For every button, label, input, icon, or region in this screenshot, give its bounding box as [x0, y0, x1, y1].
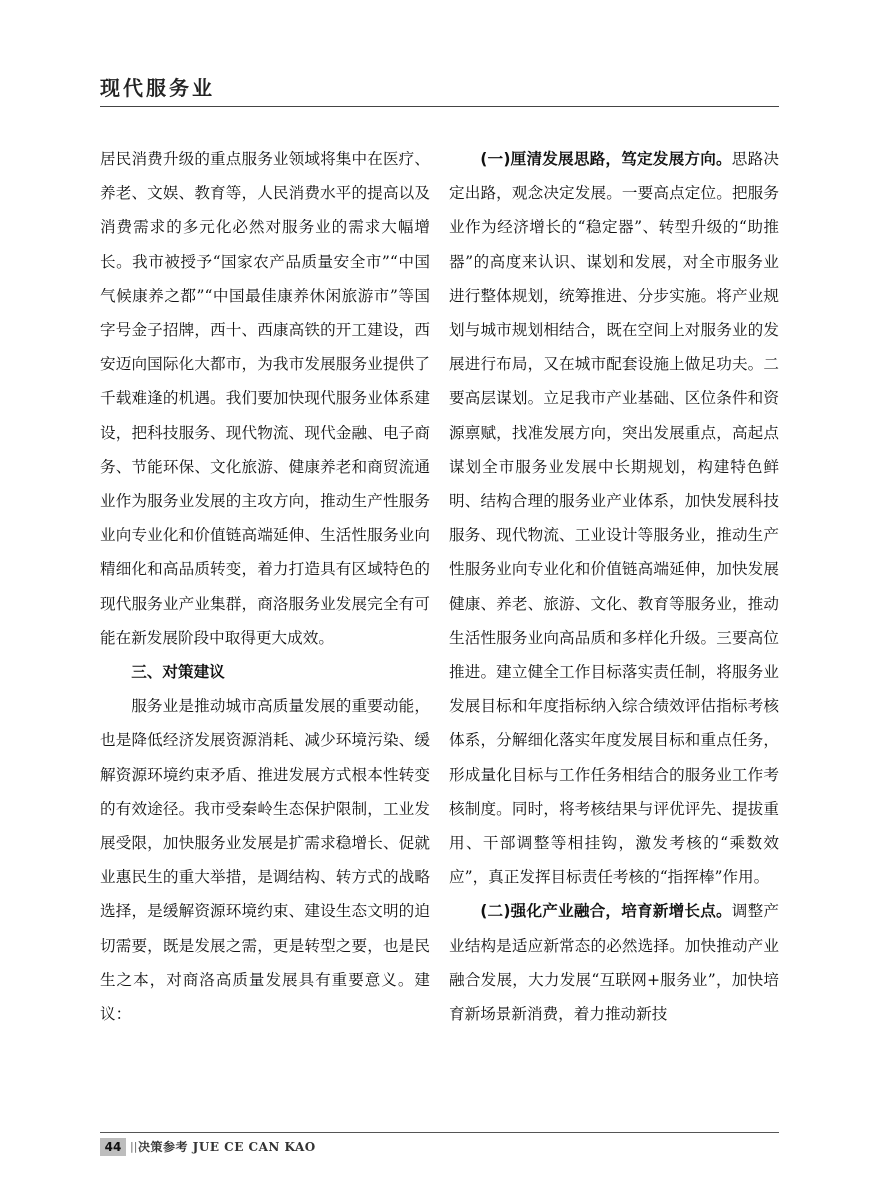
footer-divider — [100, 1132, 779, 1133]
page-number: 44 — [100, 1138, 126, 1156]
left-paragraph-2: 服务业是推动城市高质量发展的重要动能，也是降低经济发展资源消耗、减少环境污染、缓解资源环境约束矛盾、推进发展方式根本性转变的有效途径。我市受秦岭生态保护限制，工业发展受限，加快服务业发展是扩需求稳增长、促就业惠民生的重大举措，是调结构、转方式的战略选择，是缓解资源环境约束、建设生态文明的迫切需要，既是发展之需，更是转型之要，也是民生之本，对商洛高质量发展具有重要意义。建议： — [100, 697, 430, 1024]
section-title: 现代服务业 — [100, 76, 215, 100]
footer-separator: || — [130, 1140, 138, 1153]
right-paragraph-1-text: 思路决定出路，观念决定发展。一要高点定位。把服务业作为经济增长的“稳定器”、转型升级的“助推器”的高度来认识、谋划和发展，对全市服务业进行整体规划，统筹推进、分步实施。将产业规划与城市规划相结合，既在空间上对服务业的发展进行布局，又在城市配套设施上做足功夫。二要高层谋划。立足我市产业基础、区位条件和资源禀赋，找准发展方向，突出发展重点，高起点谋划全市服务业发展中长期规划，构建特色鲜明、结构合理的服务业产业体系，加快发展科技服务、现代物流、工业设计等服务业，推动生产性服务业向专业化和价值链高端延伸，加快发展健康、养老、旅游、文化、教育等服务业，推动生活性服务业向高品质和多样化升级。三要高位推进。建立健全工作目标落实责任制，将服务业发展目标和年度指标纳入综合绩效评估指标考核体系，分解细化落实年度发展目标和重点任务，形成量化目标与工作任务相结合的服务业工作考核制度。同时，将考核结果与评优评先、提拔重用、干部调整等相挂钩，激发考核的“乘数效应”，真正发挥目标责任考核的“指挥棒”作用。 — [449, 150, 779, 887]
right-paragraph-1 — [449, 142, 779, 894]
left-paragraph-1: 居民消费升级的重点服务业领域将集中在医疗、养老、文娱、教育等，人民消费水平的提高以及消费需求的多元化必然对服务业的需求大幅增长。我市被授予“国家农产品质量安全市”“中国气候康养之都”“中国最佳康养休闲旅游市”等国字号金子招牌，西十、西康高铁的开工建设，西安迈向国际化大都市，为我市发展服务业提供了千载难逢的机遇。我们要加快现代服务业体系建设，把科技服务、现代物流、现代金融、电子商务、节能环保、文化旅游、健康养老和商贸流通业作为服务业发展的主攻方向，推动生产性服务业向专业化和价值链高端延伸、生活性服务业向精细化和高品质转变，着力打造具有区域特色的现代服务业产业集群，商洛服务业发展完全有可能在新发展阶段中取得更大成效。 — [100, 150, 430, 647]
right-paragraph-2-text: 调整产业结构是适应新常态的必然选择。加快推动产业融合发展，大力发展“互联网+服务业”，加快培育新场景新消费，着力推动新技 — [449, 902, 779, 1024]
right-paragraph-2 — [449, 894, 779, 1031]
header-divider — [100, 106, 779, 107]
section-heading-countermeasures: 三、对策建议 — [131, 663, 225, 682]
journal-name: 决策参考 JUE CE CAN KAO — [138, 1140, 316, 1154]
left-column — [100, 142, 430, 1031]
right-column — [449, 142, 779, 1031]
subheading-1: (一)厘清发展思路，笃定发展方向。 — [480, 150, 732, 168]
subheading-2: (二)强化产业融合，培育新增长点。 — [480, 902, 732, 921]
